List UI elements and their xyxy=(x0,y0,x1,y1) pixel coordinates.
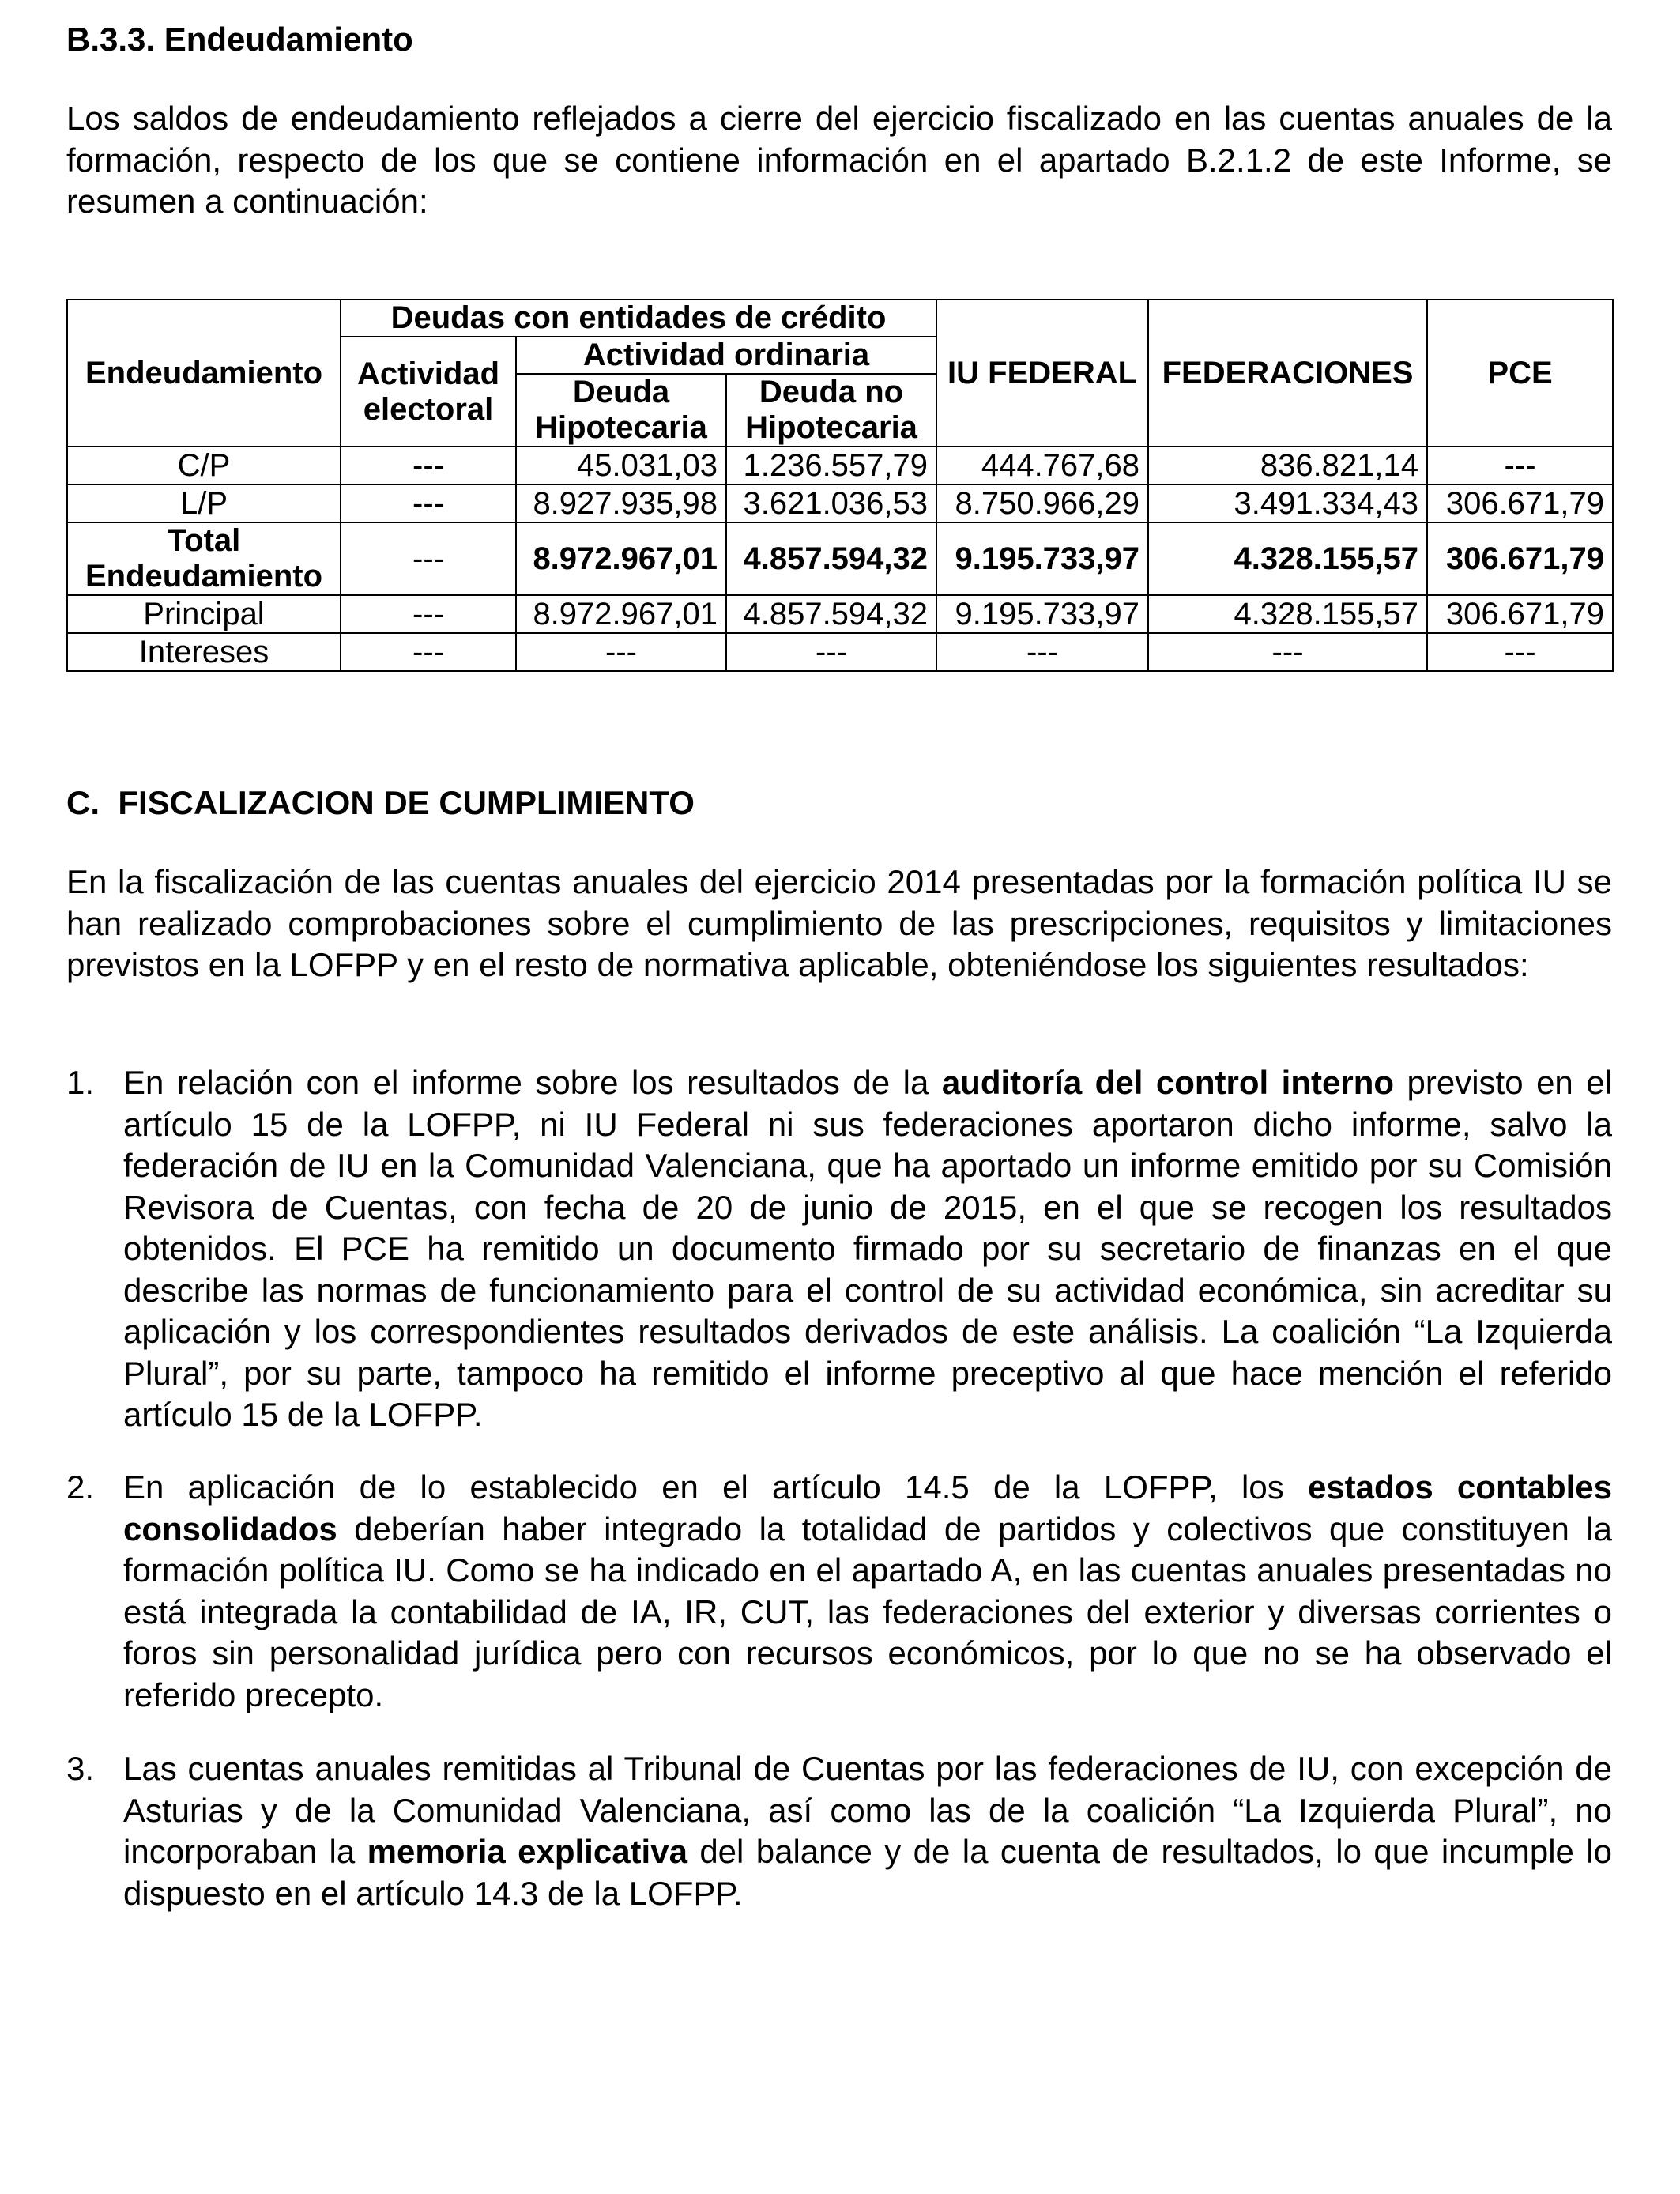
list-item-text: En aplicación de lo establecido en el artículo 14.5 de la LOFPP, los estados contables consolidados deberían haber integrado la totalidad de partidos y colectivos que constituyen la formación política IU. Como se ha indicado en el apartado A, en las cuentas anuales presentadas no está integrada la contabilidad de IA, IR, CUT, las federaciones del exterior y diversas corrientes o foros sin personalidad jurídica pero con recursos económicos, por lo que no se ha observado el referido precepto. xyxy=(123,1468,1612,1713)
cell-electoral: --- xyxy=(341,484,516,522)
cell-federaciones: 4.328.155,57 xyxy=(1148,522,1427,595)
cell-hipotecaria: 8.972.967,01 xyxy=(516,522,726,595)
emphasis-text: memoria explicativa xyxy=(367,1833,687,1870)
cell-federaciones: 3.491.334,43 xyxy=(1148,484,1427,522)
cell-iu-federal: 8.750.966,29 xyxy=(936,484,1148,522)
section-c-intro-paragraph: En la fiscalización de las cuentas anuales del ejercicio 2014 presentadas por la formación política IU se han realizado comprobaciones sobre el cumplimiento de las prescripciones, requisitos y limitaciones previstos en la LOFPP y en el resto de normativa aplicable, obteniéndose los siguientes resultados: xyxy=(66,863,1612,983)
cell-federaciones: 836.821,14 xyxy=(1148,447,1427,484)
cell-hipotecaria: 45.031,03 xyxy=(516,447,726,484)
header-actividad-ordinaria: Actividad ordinaria xyxy=(516,337,936,374)
cell-federaciones: --- xyxy=(1148,633,1427,671)
cell-pce: 306.671,79 xyxy=(1427,522,1613,595)
row-label: L/P xyxy=(67,484,341,522)
cell-pce: 306.671,79 xyxy=(1427,595,1613,633)
list-item-text: Las cuentas anuales remitidas al Tribunal de Cuentas por las federaciones de IU, con excepción de Asturias y de la Comunidad Valenciana, así como las de la coalición “La Izquierda Plural”, no incorporaban la memoria explicativa del balance y de la cuenta de resultados, lo que incumple lo dispuesto en el artículo 14.3 de la LOFPP. xyxy=(123,1750,1612,1912)
header-iu-federal: IU FEDERAL xyxy=(936,300,1148,447)
row-label: Principal xyxy=(67,595,341,633)
cell-hipotecaria: 8.972.967,01 xyxy=(516,595,726,633)
cell-electoral: --- xyxy=(341,447,516,484)
table-row-lp xyxy=(67,484,1613,522)
table-row-cp xyxy=(67,447,1613,484)
header-deuda-no-hipotecaria: Deuda no Hipotecaria xyxy=(726,374,936,447)
table-row-principal xyxy=(67,595,1613,633)
list-item-text: En relación con el informe sobre los resultados de la auditoría del control interno previsto en el artículo 15 de la LOFPP, ni IU Federal ni sus federaciones aportaron dicho informe, salvo la federación de IU en la Comunidad Valenciana, que ha aportado un informe emitido por su Comisión Revisora de Cuentas, con fecha de 20 de junio de 2015, en el que se recogen los resultados obtenidos. El PCE ha remitido un documento firmado por su secretario de finanzas en el que describe las normas de funcionamiento para el control de su actividad económica, sin acreditar su aplicación y los correspondientes resultados derivados de este análisis. La coalición “La Izquierda Plural”, por su parte, tampoco ha remitido el informe preceptivo al que hace mención el referido artículo 15 de la LOFPP. xyxy=(123,1064,1612,1433)
cell-pce: --- xyxy=(1427,633,1613,671)
cell-iu-federal: --- xyxy=(936,633,1148,671)
header-actividad-electoral: Actividad electoral xyxy=(341,337,516,447)
cell-iu-federal: 9.195.733,97 xyxy=(936,522,1148,595)
cell-no-hipotecaria: 4.857.594,32 xyxy=(726,522,936,595)
header-endeudamiento: Endeudamiento xyxy=(67,300,341,447)
cell-no-hipotecaria: 4.857.594,32 xyxy=(726,595,936,633)
cell-no-hipotecaria: 3.621.036,53 xyxy=(726,484,936,522)
row-label: Intereses xyxy=(67,633,341,671)
cell-federaciones: 4.328.155,57 xyxy=(1148,595,1427,633)
debt-table xyxy=(66,299,1614,672)
section-heading-c: C. FISCALIZACION DE CUMPLIMIENTO xyxy=(66,784,695,821)
cell-no-hipotecaria: --- xyxy=(726,633,936,671)
cell-pce: 306.671,79 xyxy=(1427,484,1613,522)
cell-electoral: --- xyxy=(341,595,516,633)
header-deuda-hipotecaria: Deuda Hipotecaria xyxy=(516,374,726,447)
row-label: Total Endeudamiento xyxy=(67,522,341,595)
cell-iu-federal: 9.195.733,97 xyxy=(936,595,1148,633)
cell-iu-federal: 444.767,68 xyxy=(936,447,1148,484)
section-heading-b33: B.3.3. Endeudamiento xyxy=(66,21,413,58)
header-federaciones: FEDERACIONES xyxy=(1148,300,1427,447)
header-pce: PCE xyxy=(1427,300,1613,447)
cell-hipotecaria: 8.927.935,98 xyxy=(516,484,726,522)
list-item xyxy=(66,1748,1612,1914)
header-deudas-entidades-credito: Deudas con entidades de crédito xyxy=(341,300,936,337)
list-item-number: 2. xyxy=(66,1468,95,1506)
cell-hipotecaria: --- xyxy=(516,633,726,671)
list-item xyxy=(66,1467,1612,1716)
cell-electoral: --- xyxy=(341,633,516,671)
list-item-number: 3. xyxy=(66,1750,95,1787)
section-b-intro-paragraph: Los saldos de endeudamiento reflejados a cierre del ejercicio fiscalizado en las cuentas anuales de la formación, respecto de los que se contiene información en el apartado B.2.1.2 de este Informe, se resumen a continuación: xyxy=(66,100,1612,220)
cell-pce: --- xyxy=(1427,447,1613,484)
table-row-total xyxy=(67,522,1613,595)
cell-no-hipotecaria: 1.236.557,79 xyxy=(726,447,936,484)
emphasis-text: auditoría del control interno xyxy=(941,1064,1395,1101)
cell-electoral: --- xyxy=(341,522,516,595)
emphasis-text: estados contables consolidados xyxy=(123,1468,1612,1547)
table-row-intereses xyxy=(67,633,1613,671)
list-item xyxy=(66,1062,1612,1436)
list-item-number: 1. xyxy=(66,1064,95,1101)
row-label: C/P xyxy=(67,447,341,484)
